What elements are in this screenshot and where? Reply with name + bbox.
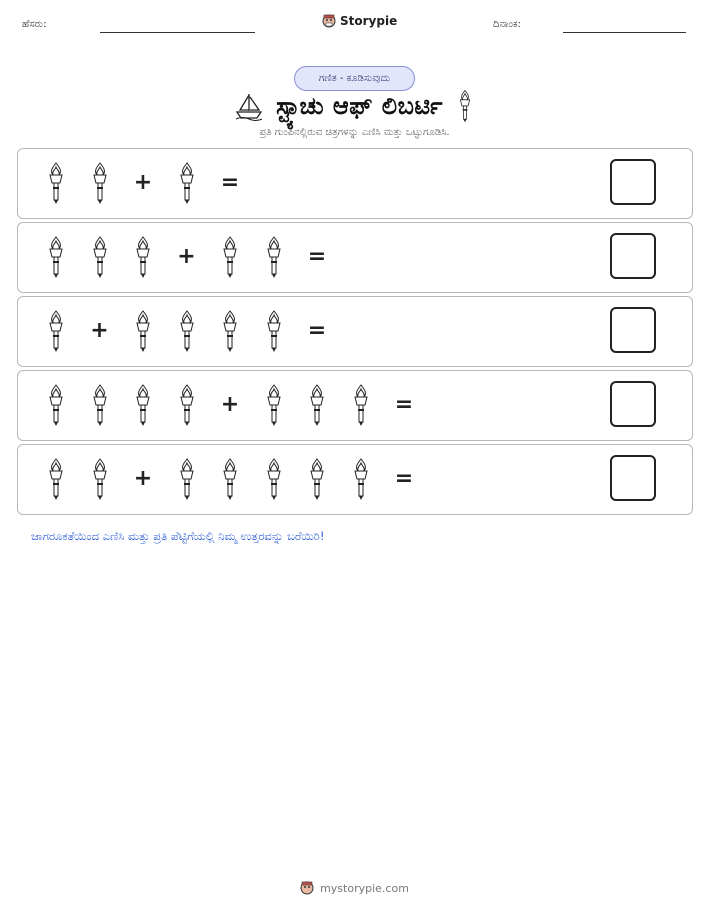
instructions: ಪ್ರತಿ ಗುಂಪಿನಲ್ಲಿರುವ ಚಿತ್ರಗಳನ್ನು ಎಣಿಸಿ ಮತ್ತು ಒಟ್ಟುಗೂಡಿಸಿ. — [259, 127, 450, 138]
torch-icon — [46, 235, 66, 279]
problem-row — [17, 370, 693, 441]
plus-sign: + — [177, 244, 196, 269]
footer-url: mystorypie.com — [320, 881, 409, 895]
equals-sign: = — [394, 392, 414, 417]
torch-icon — [177, 161, 197, 205]
plus-sign: + — [90, 318, 109, 343]
torch-icon — [264, 457, 284, 501]
name-field[interactable] — [100, 32, 255, 33]
torch-icon — [264, 235, 284, 279]
torch-icon — [455, 89, 475, 123]
torch-icon — [46, 383, 66, 427]
footer-note: ಜಾಗರೂಕತೆಯಿಂದ ಎಣಿಸಿ ಮತ್ತು ಪ್ರತಿ ಪೆಟ್ಟಿಗೆಯಲ್ಲಿ ನಿಮ್ಮ ಉತ್ತರವನ್ನು ಬರೆಯಿರಿ! — [31, 529, 325, 543]
torch-icon — [351, 457, 371, 501]
torch-icon — [46, 309, 66, 353]
torch-icon — [220, 235, 240, 279]
problem-row — [17, 222, 693, 293]
equals-sign: = — [307, 318, 327, 343]
torch-icon — [46, 161, 66, 205]
plus-sign: + — [133, 170, 153, 195]
torch-icon — [133, 309, 153, 353]
plus-sign: + — [220, 392, 240, 417]
date-field[interactable] — [563, 32, 686, 33]
equals-sign: = — [220, 170, 240, 195]
answer-box[interactable] — [610, 455, 656, 501]
torch-icon — [177, 309, 197, 353]
answer-box[interactable] — [610, 233, 656, 279]
torch-icon — [133, 235, 153, 279]
equals-sign: = — [307, 244, 327, 269]
title-row — [0, 88, 709, 124]
problem-row — [17, 148, 693, 219]
torch-icon — [307, 457, 327, 501]
topic-pill: ಗಣಿತ - ಕೂಡಿಸುವುದು — [294, 66, 415, 91]
problem-row — [17, 296, 693, 367]
torch-icon — [46, 457, 66, 501]
torch-icon — [90, 235, 110, 279]
footer — [0, 880, 709, 896]
date-label: ದಿನಾಂಕ: — [493, 19, 521, 30]
answer-box[interactable] — [610, 381, 656, 427]
torch-icon — [220, 309, 240, 353]
problem-row — [17, 444, 693, 515]
torch-icon — [133, 383, 153, 427]
torch-icon — [177, 457, 197, 501]
torch-icon — [90, 457, 110, 501]
equals-sign: = — [394, 466, 414, 491]
brand-logo — [322, 13, 397, 29]
torch-icon — [220, 457, 240, 501]
torch-icon — [264, 383, 284, 427]
worksheet-title: ಸ್ಟ್ಯಾಚು ಆಫ್ ಲಿಬರ್ಟಿ — [276, 92, 443, 120]
mascot-icon — [322, 13, 336, 29]
answer-box[interactable] — [610, 307, 656, 353]
brand-name: Storypie — [340, 14, 398, 28]
torch-icon — [264, 309, 284, 353]
answer-box[interactable] — [610, 159, 656, 205]
name-label: ಹೆಸರು: — [22, 19, 47, 30]
torch-icon — [177, 383, 197, 427]
mascot-icon — [300, 880, 314, 896]
torch-icon — [351, 383, 371, 427]
plus-sign: + — [133, 466, 153, 491]
torch-icon — [90, 383, 110, 427]
sailboat-icon — [234, 91, 264, 121]
torch-icon — [90, 161, 110, 205]
torch-icon — [307, 383, 327, 427]
